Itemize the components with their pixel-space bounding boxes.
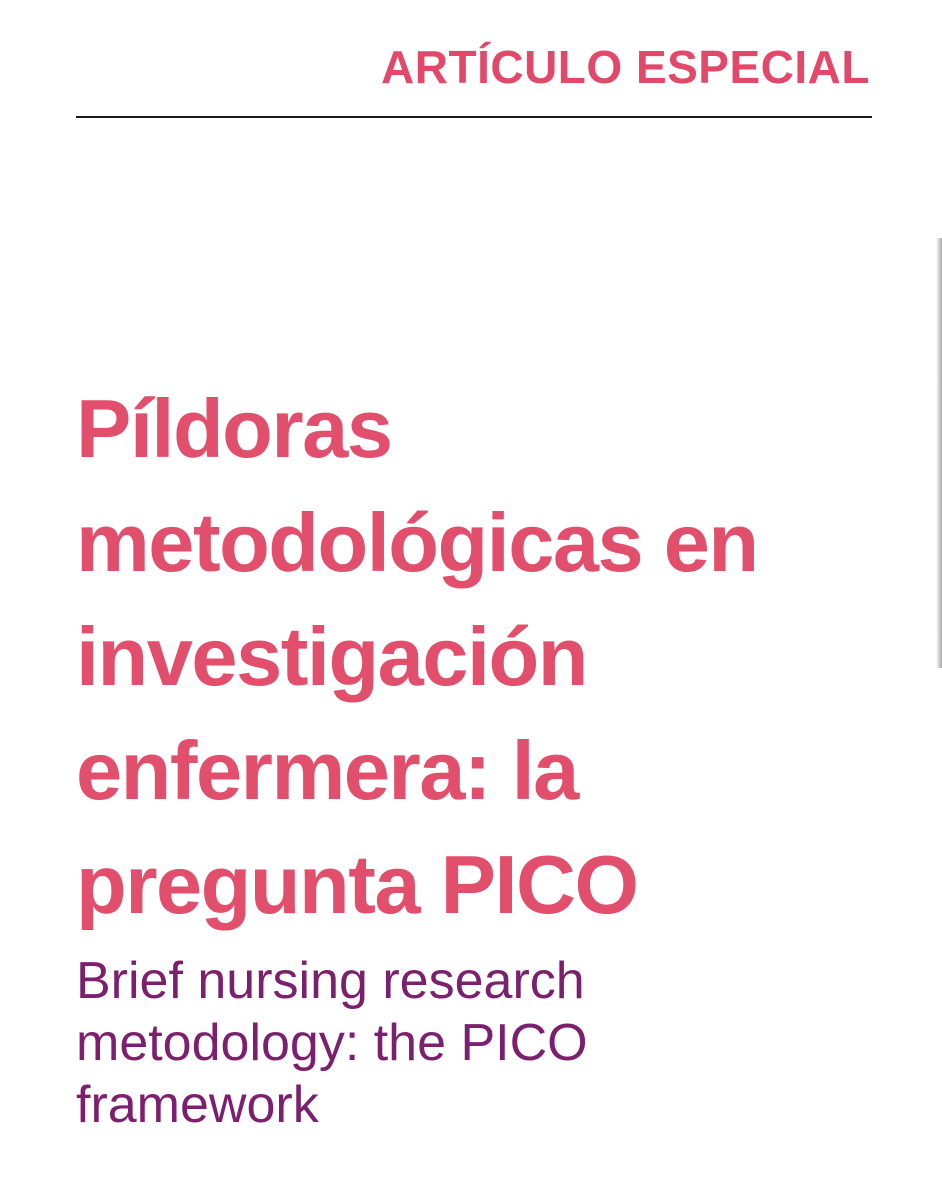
article-title-line: enfermera: la (76, 724, 578, 817)
article-title-line: investigación (76, 610, 587, 703)
header-divider (76, 116, 872, 118)
article-title (76, 372, 916, 942)
article-subtitle-line: Brief nursing research (76, 952, 585, 1010)
article-subtitle-line: framework (76, 1076, 319, 1134)
article-subtitle-line: metodology: the PICO (76, 1014, 588, 1072)
page-edge-shadow (936, 238, 942, 668)
article-title-line: metodológicas en (76, 496, 758, 589)
article-title-line: Píldoras (76, 382, 392, 475)
section-label: ARTÍCULO ESPECIAL (381, 41, 870, 93)
article-subtitle (76, 950, 896, 1136)
article-title-line: pregunta PICO (76, 838, 638, 931)
